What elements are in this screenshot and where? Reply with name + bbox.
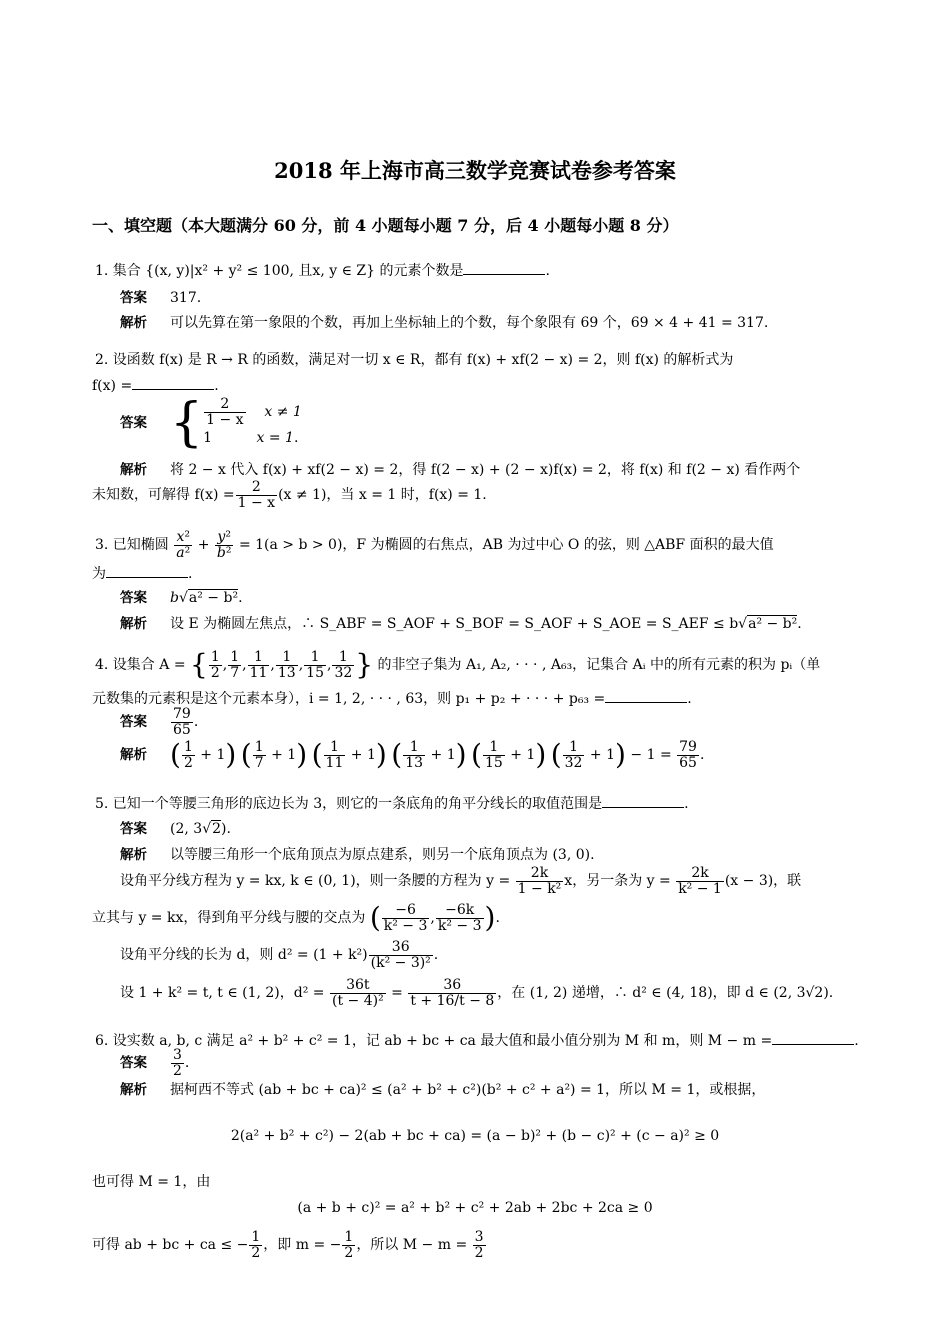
denominator: k² − 1 [678,880,722,897]
numerator: 3 [173,1047,182,1063]
result-fraction [677,740,699,770]
numerator: 36t [330,978,386,994]
fraction [330,978,386,1008]
problem-1-text: 1. 集合 {(x, y)|x² + y² ≤ 100, 且x, y ∈ Z} 的元素个数是 [95,263,464,279]
fraction [369,940,433,970]
fraction [382,903,430,933]
analysis-label: 解析 [120,1082,147,1098]
sqrt-radicand: a² − b² [748,616,798,632]
analysis-label: 解析 [120,847,147,863]
problem-2-analysis-line1 [120,462,800,479]
problem-6-answer: 答案 $\frac{3}{2}$ . [120,1047,190,1079]
problem-3-question-line2: 为 . [92,566,193,582]
problem-5-analysis-line4: 设角平分线的长为 d，则 d² = (1 + k²) $\frac{36}{\text{(k² − 3)²}}$ . [120,939,439,971]
answer-label: 答案 [120,821,147,837]
analysis-text: − 1 = [630,747,672,764]
numerator: 36 [369,940,433,956]
analysis-label: 解析 [120,315,147,331]
answer-value: 317. [170,290,202,306]
analysis-text: 设角平分线的长为 d，则 d² = (1 + k²) [120,947,368,964]
problem-6-line-m: 也可得 M = 1，由 [92,1174,211,1190]
fraction [516,866,564,896]
answer-blank [106,565,188,578]
denominator: k² − 3 [383,917,428,934]
analysis-text: 设角平分线方程为 y = kx, k ∈ (0, 1)，则一条腰的方程为 y = [120,873,511,890]
answer-blank [463,262,545,275]
answer-label: 答案 [120,414,147,431]
problem-1-answer [120,290,201,307]
analysis-text: 可以先算在第一象限的个数，再加上坐标轴上的个数，每个象限有 69 个，69 × 4 + 41 = 317. [170,315,769,331]
analysis-text: 设 E 为椭圆左焦点，∴ S_ABF = S_AOF + S_BOF = S_AOF + S_AOE = S_AEF ≤ b [170,616,739,632]
set-element: $\frac{1}{11}$ [249,649,268,681]
answer-fraction [171,1048,184,1078]
x2-over-a2: $\frac{\text{x²}}{\text{a²}}$ [176,529,191,561]
problem-3-answer: 答案 b√a² − b². [120,590,243,606]
numerator: 2 [236,480,277,496]
fraction [236,480,277,510]
set-element: $\frac{1}{2}$ [210,649,220,681]
numerator: 79 [679,739,697,755]
numerator: 3 [474,1229,484,1245]
denominator: 2 [251,1244,261,1261]
numerator: 1 [251,1229,261,1245]
problem-6-text: 6. 设实数 a, b, c 满足 a² + b² + c² = 1，记 ab + bc + ca 最大值和最小值分别为 M 和 m，则 M − m = [95,1033,773,1049]
answer-fraction [171,707,193,737]
analysis-label: 解析 [120,462,147,478]
denominator: 15 [484,754,503,771]
problem-4-question-line1: 4. 设集合 A = { $\frac{1}{2}$ , $\frac{1}{7}$ , $\frac{1}{11}$ , $\frac{1}{13}$ , $\frac{1}{15}$ , $\frac{1}{32}$ } 的非空子集为 A₁, A₂, · · · , A₆₃，记集合 Aᵢ 中的所有元素的积为 pᵢ（单 [95,648,821,682]
analysis-text: (x − 3)，联 [724,873,802,890]
denominator: 1 − x [206,412,244,428]
case2-value: 1 [203,429,213,446]
problem-5-answer: 答案 (2, 3√2). [120,821,231,837]
fraction [676,866,724,896]
analysis-text: 立其与 y = kx，得到角平分线与腰的交点为 [92,910,366,927]
right-curly: } [355,648,374,682]
denominator: 7 [230,664,240,681]
denominator: 1 − x [237,494,276,511]
problem-4-answer: 答案 $\frac{79}{65}$ . [120,706,199,738]
equation-1: 2(a² + b² + c²) − 2(ab + bc + ca) = (a − b)² + (b − c)² + (c − a)² ≥ 0 [230,1128,720,1144]
numerator: 1 [344,1229,354,1245]
fraction [249,1230,262,1260]
left-brace: { [170,393,204,453]
equation-2: (a + b + c)² = a² + b² + c² + 2ab + 2bc + 2ca ≥ 0 [297,1200,653,1216]
analysis-text: 设 1 + k² = t, t ∈ (1, 2)，d² = [120,985,325,1002]
denominator: 11 [249,664,268,681]
problem-6-conclusion [92,1230,487,1260]
answer-blank [772,1032,854,1045]
denominator: 15 [306,664,324,681]
problem-3-text: 为 [92,566,106,582]
numerator: 36 [408,978,496,994]
problem-6-analysis-line1 [120,1082,765,1099]
denominator: 11 [325,754,344,771]
numerator: −6 [382,903,430,919]
problem-4-question-line2: 元数集的元素积是这个元素本身），i = 1, 2, · · · , 63，则 p₁ + p₂ + · · · + p₆₃ = . [92,691,692,707]
sqrt-radicand: 2 [212,821,222,837]
case2-condition: x = 1 [256,429,294,446]
denominator: 2 [183,754,193,771]
problem-2-question-line2: f(x) = . [92,378,219,394]
problem-4-text: 元数集的元素积是这个元素本身），i = 1, 2, · · · , 63，则 p₁ + p₂ + · · · + p₆₃ = [92,691,606,707]
denominator: 13 [405,754,424,771]
problem-1-question: 1. 集合 {(x, y)|x² + y² ≤ 100, 且x, y ∈ Z} 的元素个数是 . [95,263,550,279]
analysis-label: 解析 [120,747,147,764]
set-element: $\frac{1}{32}$ [334,649,353,681]
piecewise-cases: $\frac{2}{1 - x}$ x ≠ 1 1 x = 1. [203,396,302,446]
problem-4-analysis: 解析 ( $\frac{1}{2}$ + 1) ( $\frac{1}{7}$ + 1) ( $\frac{1}{11}$ + 1) ( $\frac{1}{13}$ + 1) ( $\frac{1}{15}$ + 1) ( $\frac{1}{32}$ + 1) − 1 = $\frac{79}{65}$ . [120,738,705,772]
analysis-text: 可得 ab + bc + ca ≤ − [92,1237,249,1254]
section-heading: 一、填空题（本大题满分 60 分，前 4 小题每小题 7 分，后 4 小题每小题 8 分） [92,216,679,235]
analysis-text: ，在 (1, 2) 递增，∴ d² ∈ (4, 18)，即 d ∈ (2, 3√2). [497,985,834,1002]
analysis-text: ，所以 M − m = [356,1237,468,1254]
problem-4-text: 的非空子集为 A₁, A₂, · · · , A₆₃，记集合 Aᵢ 中的所有元素的积为 pᵢ（单 [377,657,821,674]
denominator: 7 [254,754,264,771]
answer-value: (2, 3 [170,821,203,837]
answer-label: 答案 [120,1055,147,1072]
numerator: 2k [676,866,724,882]
problem-1-analysis [120,315,768,332]
denominator: (t − 4)² [331,992,384,1009]
problem-2-fx: f(x) = [92,378,133,394]
problem-2-analysis-line2 [92,480,487,510]
denominator: 65 [679,754,697,771]
denominator: 2 [474,1244,484,1261]
analysis-text: x，另一条为 y = [564,873,671,890]
analysis-text: 据柯西不等式 (ab + bc + ca)² ≤ (a² + b² + c²)(b² + c² + a²) = 1，所以 M = 1，或根据， [170,1082,766,1098]
problem-5-analysis-line3: 立其与 y = kx，得到角平分线与腰的交点为 ( $\frac{-6}{\text{k² − 3}}$ , $\frac{-6k}{\text{k² − 3}}$ ). [92,901,500,935]
answer-value: ). [221,821,231,837]
sqrt-radicand: a² − b² [188,590,239,606]
answer-label: 答案 [120,290,147,306]
problem-5-analysis-line1 [120,847,595,864]
numerator: 79 [173,706,191,722]
answer-label: 答案 [120,714,147,731]
set-element: $\frac{1}{7}$ [230,649,240,681]
problem-5-analysis-line5: 设 1 + k² = t, t ∈ (1, 2)，d² = $\frac{36t}{\text{(t − 4)²}}$ = $\frac{36}{t + 16/t - 8}$ ，在 (1, 2) 递增，∴ d² ∈ (4, 18)，即 d ∈ (2, 3√2). [120,977,834,1009]
problem-5-question: 5. 已知一个等腰三角形的底边长为 3，则它的一条底角的角平分线长的取值范围是 . [95,796,689,812]
fraction [342,1230,355,1260]
y2-over-b2: $\frac{\text{y²}}{\text{b²}}$ [216,529,232,561]
page-title: 2018 年上海市高三数学竞赛试卷参考答案 [274,158,676,183]
set-element: $\frac{1}{13}$ [277,649,296,681]
problem-5-analysis-line2 [120,866,801,896]
denominator: 32 [564,754,583,771]
answer-blank [132,377,214,390]
problem-3-text: 3. 已知椭圆 [95,537,169,554]
problem-3-question-line1: 3. 已知椭圆 $\frac{\text{x²}}{\text{a²}}$ + $\frac{\text{y²}}{\text{b²}}$ = 1(a > b > 0)，F 为椭圆的右焦点，AB 为过中心 O 的弦，则 △ABF 面积的最大值 [95,529,774,561]
denominator: 65 [173,721,191,738]
analysis-label: 解析 [120,616,147,632]
denominator: 2 [344,1244,354,1261]
numerator: 2k [516,866,564,882]
answer-blank [605,690,687,703]
case1-condition: x ≠ 1 [264,404,302,421]
problem-6-question: 6. 设实数 a, b, c 满足 a² + b² + c² = 1，记 ab + bc + ca 最大值和最小值分别为 M 和 m，则 M − m = . [95,1033,859,1049]
set-element: $\frac{1}{15}$ [306,649,324,681]
denominator: k² − 3 [437,917,482,934]
denominator: 2 [173,1062,182,1079]
problem-3-analysis: 解析 设 E 为椭圆左焦点，∴ S_ABF = S_AOF + S_BOF = S_AOF + S_AOE = S_AEF ≤ b√a² − b². [120,616,802,632]
problem-2-answer [120,393,302,453]
answer-label: 答案 [120,590,147,606]
fraction [473,1230,486,1260]
denominator: 1 − k² [517,880,562,897]
case1-fraction [204,397,245,427]
problem-3-text: = 1(a > b > 0)，F 为椭圆的右焦点，AB 为过中心 O 的弦，则 △ABF 面积的最大值 [238,537,774,554]
denominator: 2 [210,664,220,681]
fraction [436,903,484,933]
left-curly: { [190,648,208,682]
answer-blank [602,795,684,808]
problem-4-text: 4. 设集合 A = [95,657,186,674]
problem-5-text: 5. 已知一个等腰三角形的底边长为 3，则它的一条底角的角平分线长的取值范围是 [95,796,603,812]
fraction [408,978,496,1008]
denominator: (k² − 3)² [370,954,431,971]
analysis-text: 未知数，可解得 f(x) = [92,487,235,504]
problem-2-question-line1: 2. 设函数 f(x) 是 R → R 的函数，满足对一切 x ∈ R，都有 f(x) + xf(2 − x) = 2，则 f(x) 的解析式为 [95,352,734,368]
analysis-text: ，即 m = − [263,1237,342,1254]
denominator: 32 [334,664,353,681]
denominator: 13 [277,664,296,681]
denominator: t + 16/t − 8 [410,992,495,1009]
analysis-text: 以等腰三角形一个底角顶点为原点建系，则另一个底角顶点为 (3, 0). [170,847,595,863]
analysis-text: 将 2 − x 代入 f(x) + xf(2 − x) = 2，得 f(2 − x) + (2 − x)f(x) = 2，将 f(x) 和 f(2 − x) 看作两个 [170,462,801,478]
answer-b: b [170,590,179,606]
analysis-text: (x ≠ 1)，当 x = 1 时，f(x) = 1. [278,487,487,504]
numerator: −6k [436,903,484,919]
numerator: 2 [204,397,245,413]
